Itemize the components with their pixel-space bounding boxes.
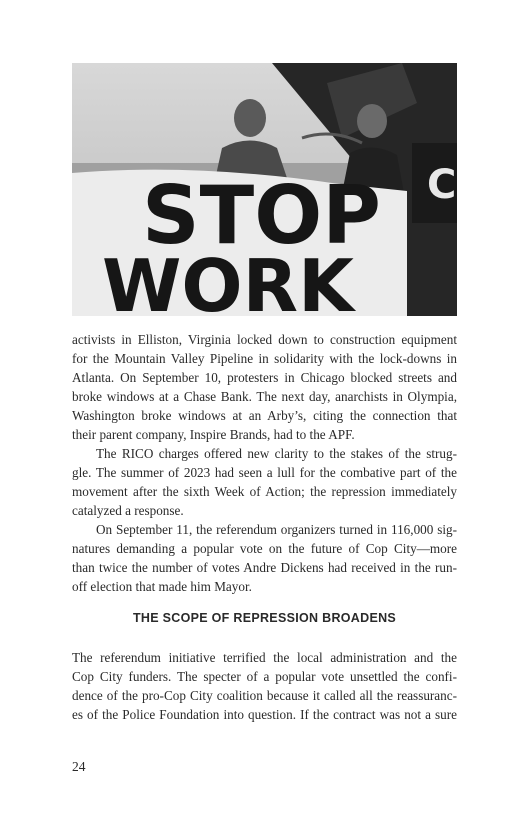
page-number: 24	[72, 759, 86, 774]
text-line: broke windows at a Chase Bank. The next day, anarchists in Olympia,	[72, 389, 457, 404]
text-line: dence of the pro-Cop City coalition because it called all the reassuranc-	[72, 688, 457, 703]
section-heading: THE SCOPE OF REPRESSION BROADENS	[132, 611, 397, 625]
text-line: for the Mountain Valley Pipeline in solidarity with the lock-downs in	[72, 351, 457, 366]
text-line: Washington broke windows at an Arby’s, citing the connection that	[72, 408, 457, 423]
text-line: gle. The summer of 2023 had seen a lull for the combative part of the	[72, 465, 457, 480]
paragraph-3	[72, 520, 457, 596]
sign-text-stop: STOP	[142, 169, 381, 262]
text-line: off election that made him Mayor.	[72, 579, 252, 594]
text-line: movement after the sixth Week of Action; the repression immediately	[72, 484, 457, 499]
text-line: es of the Police Foundation into question. If the contract was not a sure	[72, 707, 457, 722]
machine-letter: C	[427, 162, 457, 208]
text-line: activists in Elliston, Virginia locked down to construction equipment	[72, 332, 457, 347]
protest-photo-illustration	[72, 63, 457, 316]
paragraph-2	[72, 444, 457, 520]
text-line: On September 11, the referendum organizers turned in 116,000 sig-	[96, 522, 457, 537]
text-line: Cop City funders. The specter of a popular vote unsettled the confi-	[72, 669, 457, 684]
text-line: than twice the number of votes Andre Dickens had received in the run-	[72, 560, 457, 575]
text-line: The RICO charges offered new clarity to the stakes of the strug-	[96, 446, 457, 461]
text-line: catalyzed a response.	[72, 503, 184, 518]
paragraph-1	[72, 330, 457, 444]
paragraph-4	[72, 648, 457, 724]
text-line: Atlanta. On September 10, protesters in Chicago blocked streets and	[72, 370, 457, 385]
protest-photo	[72, 63, 457, 316]
sign-text-work: WORK	[102, 244, 354, 316]
text-line: The referendum initiative terrified the local administration and the	[72, 650, 457, 665]
text-line: natures demanding a popular vote on the future of Cop City—more	[72, 541, 457, 556]
text-line: their parent company, Inspire Brands, had to the APF.	[72, 427, 355, 442]
